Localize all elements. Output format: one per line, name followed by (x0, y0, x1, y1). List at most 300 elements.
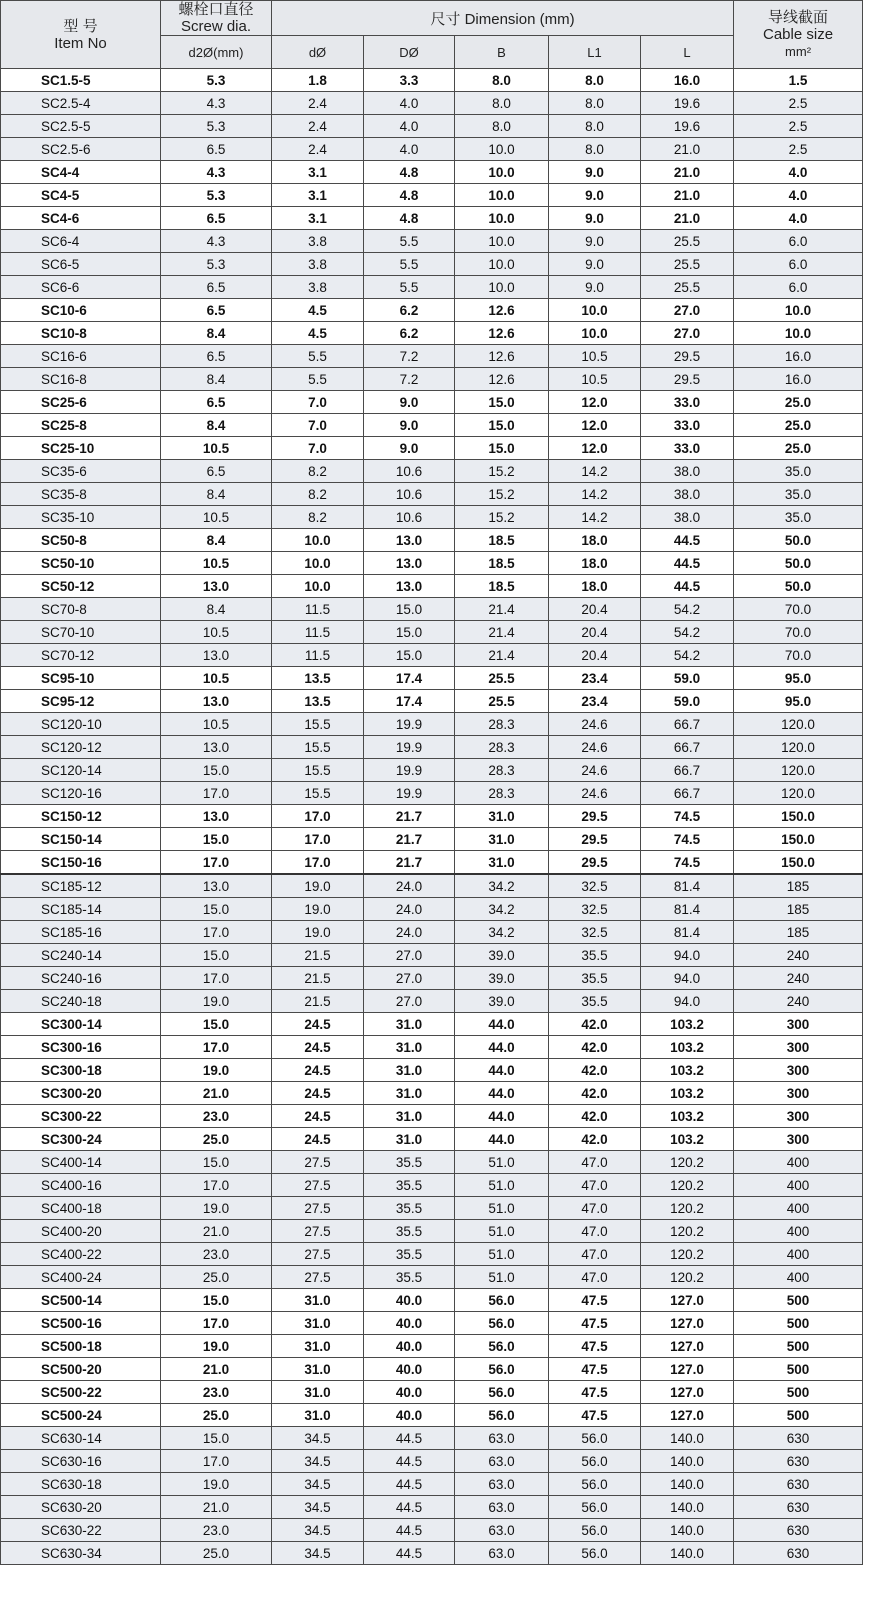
D-dia-cell: 24.0 (364, 898, 455, 921)
B-cell: 10.0 (455, 161, 549, 184)
item-no-cell: SC120-16 (1, 782, 161, 805)
L1-cell: 8.0 (549, 92, 641, 115)
d-dia-cell: 5.5 (272, 345, 364, 368)
L-cell: 94.0 (641, 944, 734, 967)
col-header-D: DØ (364, 36, 455, 69)
item-no-cell: SC2.5-4 (1, 92, 161, 115)
L1-cell: 14.2 (549, 460, 641, 483)
D-dia-cell: 21.7 (364, 805, 455, 828)
d-dia-cell: 31.0 (272, 1312, 364, 1335)
B-cell: 44.0 (455, 1105, 549, 1128)
L1-cell: 29.5 (549, 828, 641, 851)
cable-size-cell: 500 (734, 1289, 863, 1312)
D-dia-cell: 3.3 (364, 69, 455, 92)
d-dia-cell: 13.5 (272, 667, 364, 690)
L-cell: 54.2 (641, 598, 734, 621)
D-dia-cell: 35.5 (364, 1197, 455, 1220)
B-cell: 63.0 (455, 1473, 549, 1496)
D-dia-cell: 44.5 (364, 1450, 455, 1473)
table-row (1, 967, 863, 990)
B-cell: 44.0 (455, 1013, 549, 1036)
d-dia-cell: 15.5 (272, 713, 364, 736)
item-no-cell: SC6-4 (1, 230, 161, 253)
table-row (1, 1151, 863, 1174)
B-cell: 8.0 (455, 115, 549, 138)
L1-cell: 8.0 (549, 115, 641, 138)
d-dia-cell: 10.0 (272, 529, 364, 552)
d-dia-cell: 34.5 (272, 1427, 364, 1450)
B-cell: 12.6 (455, 345, 549, 368)
L-cell: 27.0 (641, 322, 734, 345)
D-dia-cell: 21.7 (364, 851, 455, 875)
L-cell: 120.2 (641, 1243, 734, 1266)
B-cell: 28.3 (455, 759, 549, 782)
cable-size-cell: 4.0 (734, 161, 863, 184)
D-dia-cell: 40.0 (364, 1289, 455, 1312)
L-cell: 74.5 (641, 851, 734, 875)
D-dia-cell: 10.6 (364, 483, 455, 506)
L-cell: 21.0 (641, 138, 734, 161)
table-row (1, 1036, 863, 1059)
L1-cell: 47.0 (549, 1243, 641, 1266)
table-row (1, 1082, 863, 1105)
B-cell: 10.0 (455, 207, 549, 230)
item-no-cell: SC16-8 (1, 368, 161, 391)
screw-dia-header (161, 1, 272, 36)
L1-cell: 29.5 (549, 805, 641, 828)
screw-dia-unit: d2Ø(mm) (161, 36, 272, 69)
L1-cell: 56.0 (549, 1427, 641, 1450)
item-no-cell: SC25-8 (1, 414, 161, 437)
L1-cell: 32.5 (549, 921, 641, 944)
B-cell: 39.0 (455, 967, 549, 990)
D-dia-cell: 9.0 (364, 414, 455, 437)
d-dia-cell: 7.0 (272, 414, 364, 437)
D-dia-cell: 6.2 (364, 299, 455, 322)
B-cell: 51.0 (455, 1197, 549, 1220)
D-dia-cell: 35.5 (364, 1174, 455, 1197)
L1-cell: 9.0 (549, 207, 641, 230)
L-cell: 66.7 (641, 782, 734, 805)
screw-dia-cell: 23.0 (161, 1519, 272, 1542)
screw-dia-cell: 8.4 (161, 322, 272, 345)
table-row (1, 1289, 863, 1312)
cable-size-cell: 95.0 (734, 667, 863, 690)
screw-dia-cell: 13.0 (161, 874, 272, 898)
d-dia-cell: 21.5 (272, 944, 364, 967)
screw-dia-cell: 6.5 (161, 138, 272, 161)
cable-size-cell: 300 (734, 1105, 863, 1128)
item-no-cell: SC630-16 (1, 1450, 161, 1473)
d-dia-cell: 10.0 (272, 552, 364, 575)
B-cell: 10.0 (455, 138, 549, 161)
B-cell: 63.0 (455, 1427, 549, 1450)
table-row (1, 1059, 863, 1082)
cable-size-cell: 2.5 (734, 92, 863, 115)
B-cell: 56.0 (455, 1404, 549, 1427)
L1-cell: 14.2 (549, 483, 641, 506)
item-no-cell: SC300-18 (1, 1059, 161, 1082)
D-dia-cell: 40.0 (364, 1381, 455, 1404)
d-dia-cell: 27.5 (272, 1220, 364, 1243)
d-dia-cell: 34.5 (272, 1519, 364, 1542)
cable-size-cell: 70.0 (734, 644, 863, 667)
table-row (1, 253, 863, 276)
table-row (1, 1542, 863, 1565)
item-no-cell: SC4-4 (1, 161, 161, 184)
B-cell: 21.4 (455, 644, 549, 667)
cable-size-header (734, 1, 863, 69)
d-dia-cell: 15.5 (272, 782, 364, 805)
L-cell: 103.2 (641, 1105, 734, 1128)
table-row (1, 898, 863, 921)
L1-cell: 9.0 (549, 161, 641, 184)
item-no-cell: SC120-12 (1, 736, 161, 759)
screw-dia-cell: 15.0 (161, 898, 272, 921)
L1-cell: 24.6 (549, 759, 641, 782)
cable-size-cell: 120.0 (734, 713, 863, 736)
L1-cell: 42.0 (549, 1059, 641, 1082)
L1-cell: 47.0 (549, 1220, 641, 1243)
D-dia-cell: 4.8 (364, 184, 455, 207)
screw-dia-cell: 10.5 (161, 506, 272, 529)
L-cell: 140.0 (641, 1427, 734, 1450)
item-no-cell: SC300-16 (1, 1036, 161, 1059)
L-cell: 120.2 (641, 1174, 734, 1197)
B-cell: 25.5 (455, 667, 549, 690)
D-dia-cell: 7.2 (364, 368, 455, 391)
L1-cell: 20.4 (549, 621, 641, 644)
L-cell: 103.2 (641, 1036, 734, 1059)
cable-size-cell: 185 (734, 921, 863, 944)
L1-cell: 47.0 (549, 1266, 641, 1289)
cable-size-cell: 25.0 (734, 414, 863, 437)
cable-size-cell: 10.0 (734, 322, 863, 345)
item-no-cell: SC630-34 (1, 1542, 161, 1565)
d-dia-cell: 17.0 (272, 828, 364, 851)
table-row (1, 944, 863, 967)
table-row (1, 667, 863, 690)
table-row (1, 713, 863, 736)
L-cell: 19.6 (641, 92, 734, 115)
item-no-cell: SC6-6 (1, 276, 161, 299)
screw-dia-cell: 21.0 (161, 1082, 272, 1105)
screw-dia-cell: 13.0 (161, 644, 272, 667)
B-cell: 12.6 (455, 299, 549, 322)
d-dia-cell: 3.8 (272, 276, 364, 299)
d-dia-cell: 3.1 (272, 207, 364, 230)
table-row (1, 230, 863, 253)
cable-size-cell: 1.5 (734, 69, 863, 92)
cable-size-cell: 400 (734, 1243, 863, 1266)
item-no-cell: SC16-6 (1, 345, 161, 368)
d-dia-cell: 10.0 (272, 575, 364, 598)
L1-cell: 47.5 (549, 1404, 641, 1427)
item-no-cell: SC120-10 (1, 713, 161, 736)
cable-size-cell: 240 (734, 944, 863, 967)
screw-dia-cell: 19.0 (161, 1473, 272, 1496)
B-cell: 63.0 (455, 1519, 549, 1542)
table-row (1, 115, 863, 138)
screw-dia-cell: 6.5 (161, 207, 272, 230)
screw-dia-cell: 17.0 (161, 1450, 272, 1473)
screw-dia-cell: 4.3 (161, 161, 272, 184)
screw-dia-cell: 15.0 (161, 828, 272, 851)
L1-cell: 56.0 (549, 1542, 641, 1565)
D-dia-cell: 35.5 (364, 1266, 455, 1289)
table-row (1, 874, 863, 898)
table-row (1, 1128, 863, 1151)
L1-cell: 8.0 (549, 138, 641, 161)
table-row (1, 1450, 863, 1473)
D-dia-cell: 40.0 (364, 1312, 455, 1335)
screw-dia-cell: 17.0 (161, 1312, 272, 1335)
screw-dia-cell: 10.5 (161, 713, 272, 736)
L-cell: 21.0 (641, 207, 734, 230)
table-row (1, 322, 863, 345)
L-cell: 120.2 (641, 1197, 734, 1220)
item-no-cell: SC4-5 (1, 184, 161, 207)
d-dia-cell: 24.5 (272, 1082, 364, 1105)
B-cell: 31.0 (455, 851, 549, 875)
D-dia-cell: 35.5 (364, 1151, 455, 1174)
d-dia-cell: 31.0 (272, 1358, 364, 1381)
screw-dia-cell: 23.0 (161, 1243, 272, 1266)
D-dia-cell: 31.0 (364, 1036, 455, 1059)
table-row (1, 736, 863, 759)
B-cell: 21.4 (455, 621, 549, 644)
L-cell: 140.0 (641, 1519, 734, 1542)
table-row (1, 1496, 863, 1519)
L-cell: 16.0 (641, 69, 734, 92)
cable-size-cell: 50.0 (734, 575, 863, 598)
d-dia-cell: 31.0 (272, 1335, 364, 1358)
table-row (1, 1427, 863, 1450)
table-row (1, 759, 863, 782)
table-row (1, 1404, 863, 1427)
d-dia-cell: 2.4 (272, 92, 364, 115)
cable-size-cell: 300 (734, 1036, 863, 1059)
screw-dia-cell: 15.0 (161, 1013, 272, 1036)
item-no-cell: SC6-5 (1, 253, 161, 276)
cable-size-cell: 70.0 (734, 598, 863, 621)
L-cell: 140.0 (641, 1542, 734, 1565)
cable-size-cell: 10.0 (734, 299, 863, 322)
cable-size-cell: 25.0 (734, 391, 863, 414)
D-dia-cell: 4.8 (364, 161, 455, 184)
screw-dia-cell: 23.0 (161, 1381, 272, 1404)
B-cell: 12.6 (455, 368, 549, 391)
table-row (1, 414, 863, 437)
item-no-cell: SC150-14 (1, 828, 161, 851)
L-cell: 27.0 (641, 299, 734, 322)
screw-dia-cell: 21.0 (161, 1220, 272, 1243)
L1-cell: 24.6 (549, 736, 641, 759)
cable-size-cell: 120.0 (734, 782, 863, 805)
D-dia-cell: 10.6 (364, 460, 455, 483)
L-cell: 81.4 (641, 921, 734, 944)
D-dia-cell: 35.5 (364, 1220, 455, 1243)
screw-dia-cell: 6.5 (161, 299, 272, 322)
B-cell: 18.5 (455, 529, 549, 552)
D-dia-cell: 24.0 (364, 921, 455, 944)
D-dia-cell: 9.0 (364, 437, 455, 460)
D-dia-cell: 44.5 (364, 1473, 455, 1496)
screw-dia-cell: 6.5 (161, 460, 272, 483)
d-dia-cell: 2.4 (272, 138, 364, 161)
item-no-cell: SC300-14 (1, 1013, 161, 1036)
B-cell: 15.2 (455, 483, 549, 506)
B-cell: 39.0 (455, 990, 549, 1013)
L-cell: 127.0 (641, 1404, 734, 1427)
item-no-cell: SC630-18 (1, 1473, 161, 1496)
table-row (1, 805, 863, 828)
B-cell: 51.0 (455, 1151, 549, 1174)
D-dia-cell: 44.5 (364, 1519, 455, 1542)
L-cell: 127.0 (641, 1358, 734, 1381)
D-dia-cell: 19.9 (364, 782, 455, 805)
d-dia-cell: 4.5 (272, 299, 364, 322)
d-dia-cell: 24.5 (272, 1105, 364, 1128)
table-row (1, 598, 863, 621)
L-cell: 120.2 (641, 1266, 734, 1289)
d-dia-cell: 3.1 (272, 161, 364, 184)
L1-cell: 47.5 (549, 1358, 641, 1381)
item-no-cell: SC2.5-5 (1, 115, 161, 138)
L-cell: 140.0 (641, 1473, 734, 1496)
item-no-cell: SC1.5-5 (1, 69, 161, 92)
B-cell: 51.0 (455, 1174, 549, 1197)
item-no-cell: SC35-6 (1, 460, 161, 483)
d-dia-cell: 34.5 (272, 1450, 364, 1473)
cable-size-cell: 50.0 (734, 552, 863, 575)
B-cell: 28.3 (455, 736, 549, 759)
cable-size-cell: 185 (734, 874, 863, 898)
cable-size-cell: 150.0 (734, 805, 863, 828)
screw-dia-cell: 8.4 (161, 414, 272, 437)
L-cell: 103.2 (641, 1128, 734, 1151)
d-dia-cell: 34.5 (272, 1542, 364, 1565)
B-cell: 18.5 (455, 552, 549, 575)
d-dia-cell: 21.5 (272, 967, 364, 990)
table-row (1, 483, 863, 506)
L-cell: 44.5 (641, 575, 734, 598)
L-cell: 66.7 (641, 759, 734, 782)
d-dia-cell: 4.5 (272, 322, 364, 345)
L-cell: 38.0 (641, 483, 734, 506)
cable-size-cell: 4.0 (734, 184, 863, 207)
D-dia-cell: 31.0 (364, 1013, 455, 1036)
d-dia-cell: 7.0 (272, 437, 364, 460)
B-cell: 28.3 (455, 782, 549, 805)
item-no-cell: SC4-6 (1, 207, 161, 230)
screw-dia-cell: 6.5 (161, 276, 272, 299)
D-dia-cell: 44.5 (364, 1427, 455, 1450)
L-cell: 120.2 (641, 1220, 734, 1243)
D-dia-cell: 15.0 (364, 598, 455, 621)
cable-size-cell: 35.0 (734, 460, 863, 483)
cable-size-cell: 630 (734, 1450, 863, 1473)
L1-cell: 24.6 (549, 713, 641, 736)
d-dia-cell: 31.0 (272, 1381, 364, 1404)
L-cell: 140.0 (641, 1496, 734, 1519)
table-row (1, 460, 863, 483)
table-row (1, 851, 863, 875)
col-header-L1: L1 (549, 36, 641, 69)
table-row (1, 1335, 863, 1358)
L1-cell: 56.0 (549, 1496, 641, 1519)
table-row (1, 161, 863, 184)
L-cell: 21.0 (641, 184, 734, 207)
L1-cell: 47.0 (549, 1174, 641, 1197)
L-cell: 29.5 (641, 345, 734, 368)
D-dia-cell: 17.4 (364, 690, 455, 713)
L-cell: 81.4 (641, 898, 734, 921)
L1-cell: 32.5 (549, 898, 641, 921)
item-no-header-cn: 型 号 (63, 17, 98, 35)
B-cell: 44.0 (455, 1059, 549, 1082)
item-no-cell: SC25-6 (1, 391, 161, 414)
screw-dia-cell: 10.5 (161, 667, 272, 690)
item-no-cell: SC300-24 (1, 1128, 161, 1151)
d-dia-cell: 15.5 (272, 736, 364, 759)
table-row (1, 782, 863, 805)
B-cell: 15.0 (455, 391, 549, 414)
L1-cell: 42.0 (549, 1036, 641, 1059)
d-dia-cell: 11.5 (272, 598, 364, 621)
table-row (1, 299, 863, 322)
D-dia-cell: 40.0 (364, 1358, 455, 1381)
table-row (1, 69, 863, 92)
d-dia-cell: 17.0 (272, 851, 364, 875)
L1-cell: 29.5 (549, 851, 641, 875)
D-dia-cell: 17.4 (364, 667, 455, 690)
B-cell: 34.2 (455, 874, 549, 898)
B-cell: 56.0 (455, 1312, 549, 1335)
screw-dia-cell: 13.0 (161, 805, 272, 828)
cable-size-cell: 50.0 (734, 529, 863, 552)
cable-size-unit: mm² (785, 43, 812, 59)
cable-size-cell: 400 (734, 1266, 863, 1289)
D-dia-cell: 31.0 (364, 1082, 455, 1105)
cable-size-cell: 240 (734, 967, 863, 990)
item-no-cell: SC95-12 (1, 690, 161, 713)
item-no-cell: SC630-22 (1, 1519, 161, 1542)
L1-cell: 56.0 (549, 1519, 641, 1542)
table-row (1, 1220, 863, 1243)
B-cell: 18.5 (455, 575, 549, 598)
cable-size-cell: 400 (734, 1151, 863, 1174)
table-row (1, 138, 863, 161)
B-cell: 8.0 (455, 69, 549, 92)
table-row (1, 391, 863, 414)
B-cell: 51.0 (455, 1220, 549, 1243)
item-no-cell: SC2.5-6 (1, 138, 161, 161)
B-cell: 15.2 (455, 460, 549, 483)
L-cell: 25.5 (641, 253, 734, 276)
screw-dia-cell: 25.0 (161, 1404, 272, 1427)
L-cell: 127.0 (641, 1381, 734, 1404)
D-dia-cell: 19.9 (364, 759, 455, 782)
L1-cell: 9.0 (549, 276, 641, 299)
D-dia-cell: 5.5 (364, 253, 455, 276)
table-row (1, 1473, 863, 1496)
cable-size-cell: 185 (734, 898, 863, 921)
cable-size-cell: 2.5 (734, 138, 863, 161)
B-cell: 8.0 (455, 92, 549, 115)
item-no-cell: SC150-12 (1, 805, 161, 828)
d-dia-cell: 19.0 (272, 921, 364, 944)
